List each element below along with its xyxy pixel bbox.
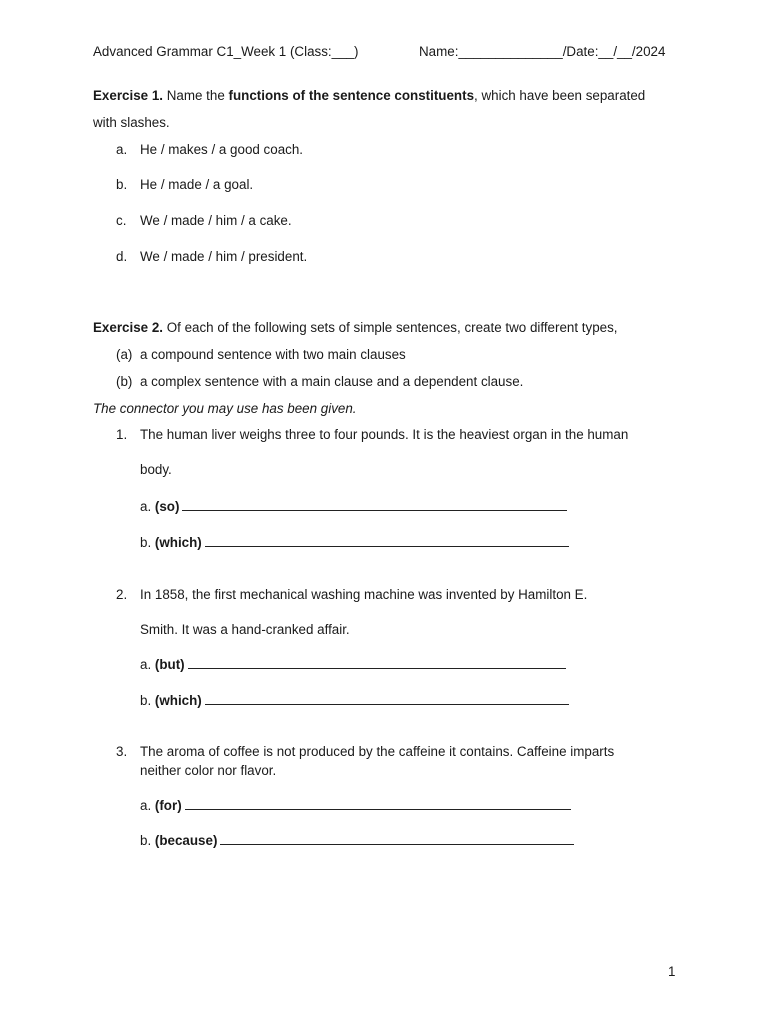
exercise2-note: The connector you may use has been given. bbox=[93, 401, 357, 416]
answer-prefix: a. bbox=[140, 657, 155, 672]
exercise2-label: Exercise 2. bbox=[93, 320, 163, 335]
connector-because: (because) bbox=[154, 833, 218, 848]
exercise1-text-before: Name the bbox=[163, 88, 229, 103]
exercise1-item-a-marker: a. bbox=[116, 142, 128, 157]
answer-blank-line[interactable] bbox=[182, 497, 567, 511]
exercise1-text-after: , which have been separated bbox=[474, 88, 646, 103]
question1-line1: The human liver weighs three to four pounds. It is the heaviest organ in the human bbox=[140, 427, 629, 442]
question3-line2: neither color nor flavor. bbox=[140, 763, 277, 778]
exercise1-item-d: We / made / him / president. bbox=[140, 249, 308, 264]
exercise1-item-b: He / made / a goal. bbox=[140, 177, 254, 192]
exercise2-intro: Of each of the following sets of simple sentences, create two different types, bbox=[163, 320, 618, 335]
exercise2-type-b: a complex sentence with a main clause and a dependent clause. bbox=[140, 374, 524, 389]
answer-blank-line[interactable] bbox=[205, 691, 569, 705]
question3-answer-a bbox=[140, 796, 571, 815]
exercise1-instruction-line2: with slashes. bbox=[93, 115, 170, 130]
question3-answer-b bbox=[140, 831, 574, 850]
exercise1-item-c: We / made / him / a cake. bbox=[140, 213, 292, 228]
answer-prefix: b. bbox=[140, 693, 155, 708]
question2-line1: In 1858, the first mechanical washing machine was invented by Hamilton E. bbox=[140, 587, 588, 602]
exercise1-instruction bbox=[93, 87, 645, 105]
question3-number: 3. bbox=[116, 744, 128, 759]
connector-which: (which) bbox=[154, 535, 202, 550]
exercise2-type-a: a compound sentence with two main clauses bbox=[140, 347, 406, 362]
page-number: 1 bbox=[668, 964, 676, 979]
answer-prefix: b. bbox=[140, 535, 155, 550]
question2-line2: Smith. It was a hand-cranked affair. bbox=[140, 622, 350, 637]
connector-for: (for) bbox=[154, 798, 182, 813]
header-course: Advanced Grammar C1_Week 1 (Class:___) bbox=[93, 44, 359, 59]
exercise1-item-b-marker: b. bbox=[116, 177, 128, 192]
question2-answer-b bbox=[140, 691, 569, 710]
connector-which: (which) bbox=[154, 693, 202, 708]
exercise2-instruction bbox=[93, 319, 618, 337]
question1-line2: body. bbox=[140, 462, 172, 477]
connector-so: (so) bbox=[154, 499, 180, 514]
question1-answer-a bbox=[140, 497, 567, 516]
exercise2-type-b-marker: (b) bbox=[116, 374, 133, 389]
question2-answer-a bbox=[140, 655, 566, 674]
exercise1-item-c-marker: c. bbox=[116, 213, 127, 228]
connector-but: (but) bbox=[154, 657, 185, 672]
exercise1-label: Exercise 1. bbox=[93, 88, 163, 103]
answer-prefix: b. bbox=[140, 833, 155, 848]
answer-blank-line[interactable] bbox=[188, 655, 566, 669]
question1-answer-b bbox=[140, 533, 569, 552]
answer-blank-line[interactable] bbox=[185, 796, 571, 810]
answer-blank-line[interactable] bbox=[205, 533, 569, 547]
question3-line1: The aroma of coffee is not produced by the caffeine it contains. Caffeine imparts bbox=[140, 744, 615, 759]
exercise2-type-a-marker: (a) bbox=[116, 347, 133, 362]
exercise1-text-bold: functions of the sentence constituents bbox=[228, 88, 475, 103]
exercise1-item-d-marker: d. bbox=[116, 249, 128, 264]
answer-blank-line[interactable] bbox=[220, 831, 574, 845]
answer-prefix: a. bbox=[140, 499, 155, 514]
question1-number: 1. bbox=[116, 427, 128, 442]
question2-number: 2. bbox=[116, 587, 128, 602]
answer-prefix: a. bbox=[140, 798, 155, 813]
header-name-date: Name:______________/Date:__/__/2024 bbox=[419, 44, 666, 59]
exercise1-item-a: He / makes / a good coach. bbox=[140, 142, 304, 157]
